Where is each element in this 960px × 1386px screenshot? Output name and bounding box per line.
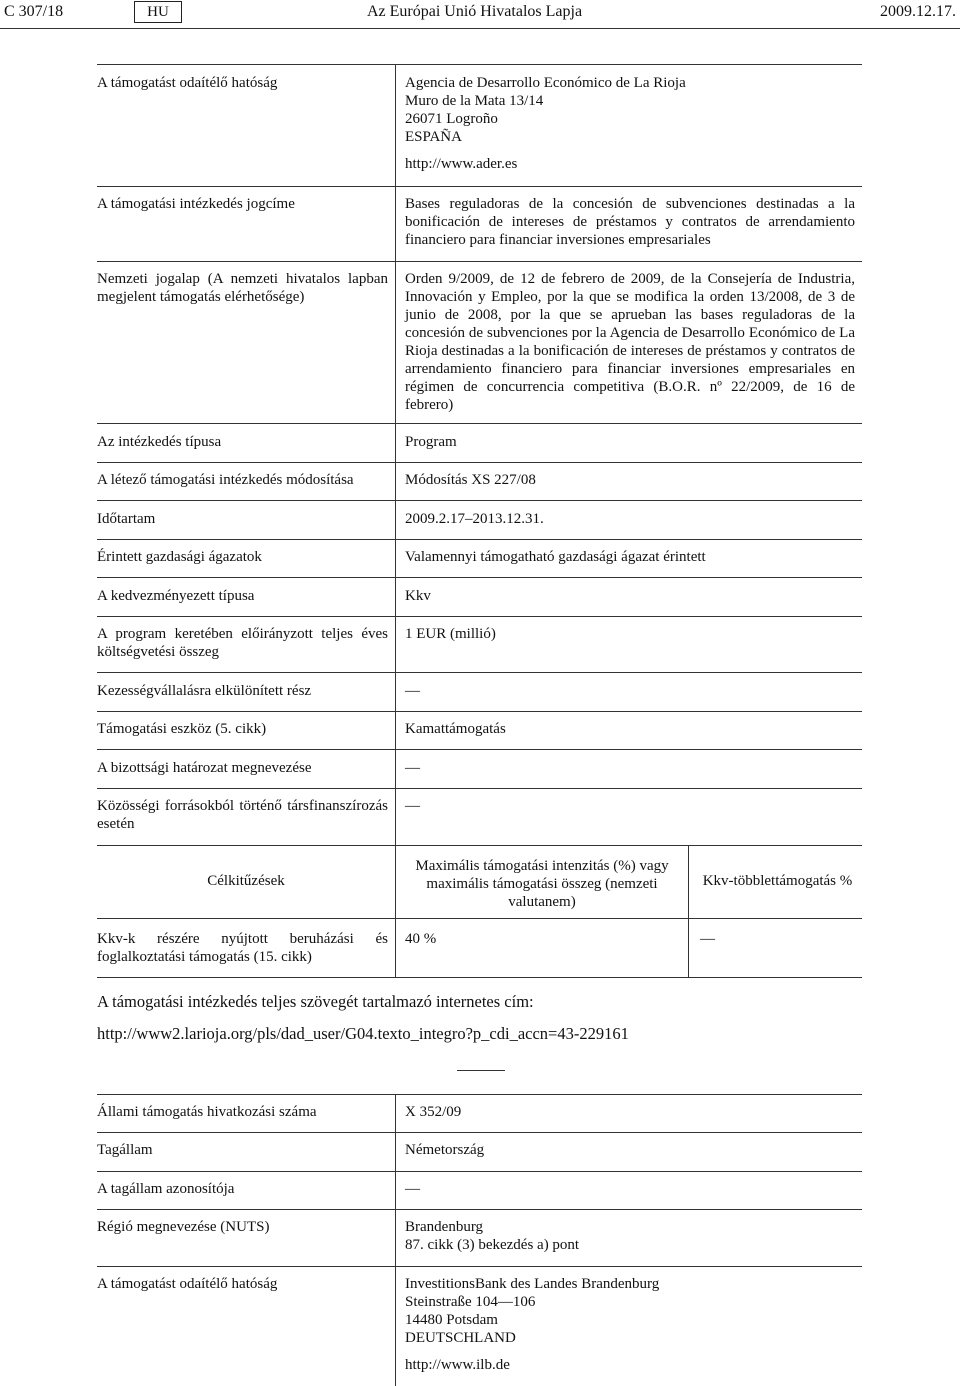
page-header: [0, 0, 960, 26]
table-rule: [97, 616, 862, 617]
table-column-rule: [395, 64, 396, 977]
member-state-value: Németország: [405, 1142, 485, 1158]
guarantees-value: —: [405, 683, 420, 699]
objective-sme-investment: Kkv-k részére nyújtott beruházási és foglalkoztatási támogatás (15. cikk): [97, 931, 388, 965]
row-label-modification: A létező támogatási intézkedés módosítása: [97, 472, 354, 488]
table-rule: [97, 1094, 862, 1095]
table-rule: [97, 749, 862, 750]
sme-bonus-header: Kkv-többlettámogatás %: [702, 873, 853, 889]
table-rule: [97, 1132, 862, 1133]
row-label-aid-reference: Állami támogatás hivatkozási száma: [97, 1104, 317, 1120]
row-label-member-state: Tagállam: [97, 1142, 153, 1158]
table-rule: [97, 672, 862, 673]
national-legal-basis-value: Orden 9/2009, de 12 de febrero de 2009, de la Consejería de Industria, Innovación y Empleo, por la que se modifica la orden 13/2008, de 3 de junio de 2008, por la que se aprueban las bases reguladoras de la concesión de subvenciones por la Agencia de Desarrollo Económico de La Rioja destinadas a la bonificación de intereses de préstamos y contratos de arrendamiento financiero para financiar inversiones empresariales en régimen de concurrencia competitiva (B.O.R. nº 22/2009, de 16 de febrero): [405, 271, 855, 413]
aid-reference-value: X 352/09: [405, 1104, 462, 1120]
row-label-sectors: Érintett gazdasági ágazatok: [97, 549, 262, 565]
table-rule: [97, 186, 862, 187]
row-label-commission-decision: A bizottsági határozat megnevezése: [97, 760, 312, 776]
measure-type-value: Program: [405, 434, 457, 450]
table-column-rule: [395, 1094, 396, 1386]
duration-value: 2009.2.17–2013.12.31.: [405, 511, 544, 527]
max-intensity-value: 40 %: [405, 931, 437, 947]
beneficiary-type-value: Kkv: [405, 588, 431, 604]
fulltext-label: A támogatási intézkedés teljes szövegét tartalmazó internetes cím:: [97, 992, 534, 1011]
row-label-duration: Időtartam: [97, 511, 156, 527]
member-state-id-value: —: [405, 1181, 420, 1197]
objectives-header: Célkitűzések: [207, 873, 285, 889]
page-number: C 307/18: [4, 3, 64, 20]
table-rule: [97, 423, 862, 424]
row-label-aid-instrument: Támogatási eszköz (5. cikk): [97, 721, 267, 737]
table-rule: [97, 1266, 862, 1267]
header-rule: [0, 28, 960, 29]
table-rule: [97, 64, 862, 65]
annual-budget-value: 1 EUR (millió): [405, 626, 496, 642]
sme-bonus-value: —: [700, 931, 715, 947]
journal-title: Az Európai Unió Hivatalos Lapja: [367, 3, 583, 20]
commission-decision-value: —: [405, 760, 420, 776]
region-value: Brandenburg 87. cikk (3) bekezdés a) pont: [405, 1219, 580, 1253]
table-rule: [97, 918, 862, 919]
granting-authority-url[interactable]: http://www.ader.es: [405, 156, 518, 172]
row-label-beneficiary-type: A kedvezményezett típusa: [97, 588, 255, 604]
row-label-member-state-id: A tagállam azonosítója: [97, 1181, 235, 1197]
table-rule: [97, 845, 862, 846]
row-label-national-legal-basis: Nemzeti jogalap (A nemzeti hivatalos lapban megjelent támogatás elérhetősége): [97, 271, 388, 305]
row-label-cofinancing: Közösségi forrásokból történő társfinanszírozás esetén: [97, 798, 388, 832]
legal-title-value: Bases reguladoras de la concesión de subvenciones destinadas a la bonificación de intereses de préstamos y contratos de arrendamiento financiero para financiar inversiones empresariales: [405, 196, 855, 248]
table-rule: [97, 977, 862, 978]
modification-value: Módosítás XS 227/08: [405, 472, 536, 488]
row-label-measure-type: Az intézkedés típusa: [97, 434, 222, 450]
table-rule: [97, 1171, 862, 1172]
aid-instrument-value: Kamattámogatás: [405, 721, 506, 737]
row-label-granting-authority-2: A támogatást odaítélő hatóság: [97, 1276, 278, 1292]
section-separator: [457, 1070, 505, 1071]
granting-authority-2-url[interactable]: http://www.ilb.de: [405, 1357, 510, 1373]
granting-authority-2-address: InvestitionsBank des Landes Brandenburg Steinstraße 104—106 14480 Potsdam DEUTSCHLAND: [405, 1276, 660, 1346]
table-rule: [97, 500, 862, 501]
table-rule: [97, 1209, 862, 1210]
row-label-annual-budget: A program keretében előirányzott teljes éves költségvetési összeg: [97, 626, 388, 660]
publication-date: 2009.12.17.: [880, 3, 956, 20]
language-badge: HU: [134, 1, 182, 23]
granting-authority-address: Agencia de Desarrollo Económico de La Rioja Muro de la Mata 13/14 26071 Logroño ESPAÑA: [405, 75, 686, 145]
table-column-rule: [688, 845, 689, 977]
fulltext-url[interactable]: http://www2.larioja.org/pls/dad_user/G04.texto_integro?p_cdi_accn=43-229161: [97, 1024, 629, 1043]
row-label-legal-title: A támogatási intézkedés jogcíme: [97, 196, 295, 212]
table-rule: [97, 711, 862, 712]
row-label-guarantees: Kezességvállalásra elkülönített rész: [97, 683, 312, 699]
row-label-granting-authority: A támogatást odaítélő hatóság: [97, 75, 278, 91]
sectors-value: Valamennyi támogatható gazdasági ágazat érintett: [405, 549, 706, 565]
table-rule: [97, 577, 862, 578]
max-intensity-header: Maximális támogatási intenzitás (%) vagy maximális támogatási összeg (nemzeti valutanem): [415, 858, 669, 910]
cofinancing-value: —: [405, 798, 420, 814]
table-rule: [97, 261, 862, 262]
row-label-region: Régió megnevezése (NUTS): [97, 1219, 270, 1235]
table-rule: [97, 539, 862, 540]
table-rule: [97, 462, 862, 463]
table-rule: [97, 788, 862, 789]
